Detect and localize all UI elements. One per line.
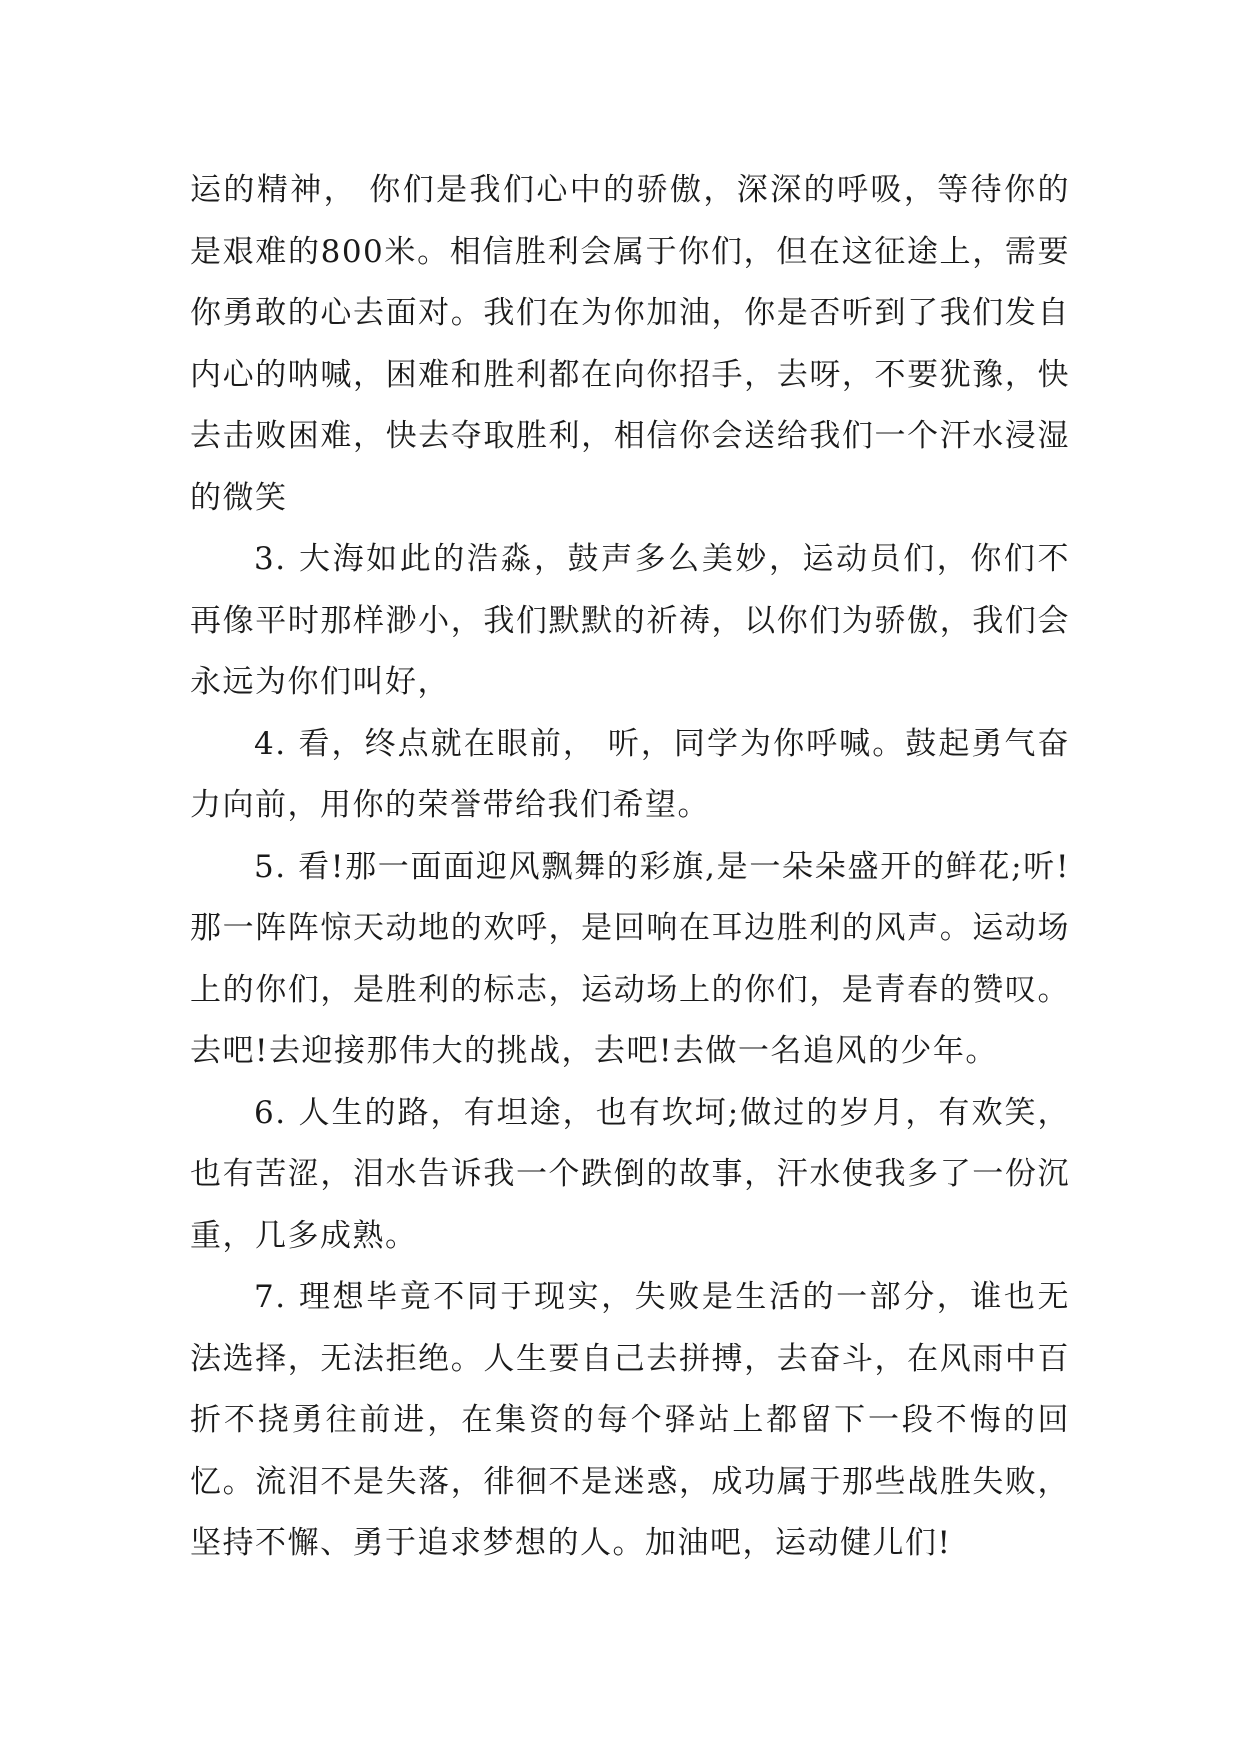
paragraph-7: 7. 理想毕竟不同于现实，失败是生活的一部分，谁也无法选择，无法拒绝。人生要自己去拼搏，去奋斗，在风雨中百折不挠勇往前进，在集资的每个驿站上都留下一段不悔的回忆。流泪不是失落，徘徊不是迷惑，成功属于那些战胜失败，坚持不懈、勇于追求梦想的人。加油吧，运动健儿们!	[190, 1279, 1070, 1561]
paragraph-3: 3. 大海如此的浩淼，鼓声多么美妙，运动员们，你们不再像平时那样渺小，我们默默的祈祷，以你们为骄傲，我们会永远为你们叫好，	[190, 541, 1070, 700]
paragraph-continuation: 运的精神， 你们是我们心中的骄傲，深深的呼吸，等待你的是艰难的800米。相信胜利会属于你们，但在这征途上，需要你勇敢的心去面对。我们在为你加油，你是否听到了我们发自内心的呐喊，困难和胜利都在向你招手，去呀，不要犹豫，快去击败困难，快去夺取胜利，相信你会送给我们一个汗水浸湿的微笑	[190, 172, 1070, 516]
paragraph-6: 6. 人生的路，有坦途，也有坎坷;做过的岁月，有欢笑，也有苦涩，泪水告诉我一个跌倒的故事，汗水使我多了一份沉重，几多成熟。	[190, 1094, 1070, 1254]
paragraph-5: 5. 看!那一面面迎风飘舞的彩旗,是一朵朵盛开的鲜花;听!那一阵阵惊天动地的欢呼，是回响在耳边胜利的风声。运动场上的你们，是胜利的标志，运动场上的你们，是青春的赞叹。去吧!去迎接那伟大的挑战，去吧!去做一名追风的少年。	[190, 848, 1070, 1069]
paragraph-4: 4. 看，终点就在眼前， 听，同学为你呼喊。鼓起勇气奋力向前，用你的荣誉带给我们希望。	[190, 725, 1070, 823]
document-body	[190, 160, 1070, 1575]
